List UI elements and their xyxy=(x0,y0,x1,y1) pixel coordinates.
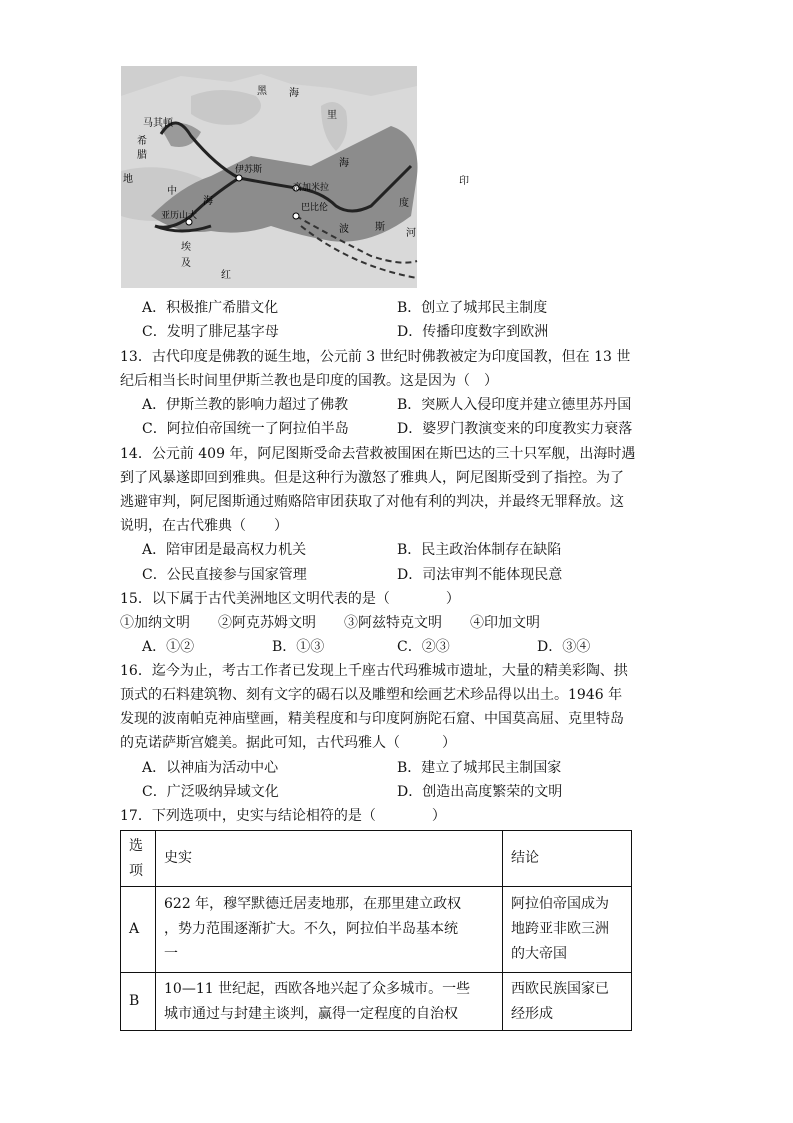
map-label: 高加米拉 xyxy=(293,183,330,193)
header-fact: 史实 xyxy=(156,831,503,887)
q14-option-c: C．公民直接参与国家管理 xyxy=(142,567,307,583)
q16-option-c: C．广泛吸纳异域文化 xyxy=(142,784,279,800)
map-label: 红 xyxy=(221,270,231,281)
q16-option-b: B．建立了城邦民主制国家 xyxy=(397,760,562,776)
map-label: 地 xyxy=(123,174,133,185)
q13-option-c: C．阿拉伯帝国统一了阿拉伯半岛 xyxy=(142,421,349,437)
table-row xyxy=(121,973,632,1031)
map-label: 伊苏斯 xyxy=(235,165,263,175)
q12-option-b: B．创立了城邦民主制度 xyxy=(397,300,548,316)
map-label: 希 xyxy=(137,136,147,147)
row-conclusion: 西欧民族国家已 经形成 xyxy=(503,973,632,1031)
q14-option-a: A．陪审团是最高权力机关 xyxy=(142,542,307,558)
q12-option-a: A．积极推广希腊文化 xyxy=(142,300,279,316)
row-option: B xyxy=(121,973,156,1031)
q16-stem-line: 的克诺萨斯宫媲美。据此可知，古代玛雅人（ ） xyxy=(120,735,456,751)
q14-stem-line: 到了风暴遂即回到雅典。但是这种行为激怒了雅典人，阿尼图斯受到了指控。为了 xyxy=(120,470,624,486)
alexander-campaign-map xyxy=(121,66,469,288)
header-conclusion: 结论 xyxy=(503,831,632,887)
row-option: A xyxy=(121,887,156,973)
q12-option-d: D．传播印度数字到欧洲 xyxy=(397,324,549,340)
row-fact: 10—11 世纪起，西欧各地兴起了众多城市。一些 城市通过与封建主谈判，赢得一定程度的自治权 xyxy=(156,973,503,1031)
row-conclusion: 阿拉伯帝国成为 地跨亚非欧三洲 的大帝国 xyxy=(503,887,632,973)
map-label: 里 xyxy=(327,110,337,121)
q14-stem-line: 14．公元前 409 年，阿尼图斯受命去营救被围困在斯巴达的三十只军舰，出海时遇 xyxy=(120,446,636,462)
q15-stem: 15．以下属于古代美洲地区文明代表的是（ ） xyxy=(120,591,460,607)
map-label: 及 xyxy=(181,258,191,269)
header-option: 选 项 xyxy=(121,831,156,887)
table-row xyxy=(121,887,632,973)
q16-option-a: A．以神庙为活动中心 xyxy=(142,760,279,776)
table-header-row xyxy=(121,831,632,887)
q13-option-b: B．突厥人入侵印度并建立德里苏丹国 xyxy=(397,397,632,413)
q13-stem-line: 纪后相当长时间里伊斯兰教也是印度的国教。这是因为（ ） xyxy=(120,373,498,389)
q13-option-d: D．婆罗门教演变来的印度教实力衰落 xyxy=(397,421,633,437)
q15-option-d: D．③④ xyxy=(537,639,591,655)
q16-option-d: D．创造出高度繁荣的文明 xyxy=(397,784,563,800)
q14-stem-line: 说明，在古代雅典（ ） xyxy=(120,518,288,534)
q14-option-d: D．司法审判不能体现民意 xyxy=(397,567,563,583)
q15-items: ①加纳文明 ②阿克苏姆文明 ③阿兹特克文明 ④印加文明 xyxy=(120,615,540,631)
map-label: 海 xyxy=(203,196,213,207)
q16-stem-line: 顶式的石料建筑物、刻有文字的碣石以及雕塑和绘画艺术珍品得以出土。1946 年 xyxy=(120,687,623,703)
map-label: 黑 xyxy=(257,86,267,97)
map-label: 亚历山大 xyxy=(161,211,198,221)
q17-stem: 17．下列选项中，史实与结论相符的是（ ） xyxy=(120,808,446,824)
q17-table xyxy=(120,830,632,1031)
q16-stem-line: 16．迄今为止，考古工作者已发现上千座古代玛雅城市遗址，大量的精美彩陶、拱 xyxy=(120,663,628,679)
map-label: 河 xyxy=(406,228,416,239)
map-label: 海 xyxy=(289,88,299,99)
q13-stem-line: 13．古代印度是佛教的诞生地，公元前 3 世纪时佛教被定为印度国教，但在 13 世 xyxy=(120,349,631,365)
q15-option-a: A．①② xyxy=(142,639,195,655)
q14-stem-line: 逃避审判，阿尼图斯通过贿赂陪审团获取了对他有利的判决，并最终无罪释放。这 xyxy=(120,494,624,510)
q13-option-a: A．伊斯兰教的影响力超过了佛教 xyxy=(142,397,349,413)
map-label: 斯 xyxy=(375,222,385,233)
map-label: 印 xyxy=(459,176,469,187)
map-label: 腊 xyxy=(137,150,147,161)
map-label: 埃 xyxy=(181,242,191,253)
q15-option-b: B．①③ xyxy=(272,639,325,655)
map-label: 度 xyxy=(399,198,409,209)
map-label: 巴比伦 xyxy=(301,203,329,213)
q12-option-c: C．发明了腓尼基字母 xyxy=(142,324,279,340)
q16-stem-line: 发现的波南帕克神庙壁画，精美程度和与印度阿旃陀石窟、中国莫高屈、克里特岛 xyxy=(120,711,624,727)
map-label: 海 xyxy=(339,158,349,169)
row-fact: 622 年，穆罕默德迁居麦地那，在那里建立政权 ，势力范围逐渐扩大。不久，阿拉伯半岛基本统 一 xyxy=(156,887,503,973)
map-label: 中 xyxy=(167,186,177,197)
q14-option-b: B．民主政治体制存在缺陷 xyxy=(397,542,562,558)
q15-option-c: C．②③ xyxy=(397,639,450,655)
map-label: 马其顿 xyxy=(143,118,173,129)
map-label: 波 xyxy=(339,224,349,235)
